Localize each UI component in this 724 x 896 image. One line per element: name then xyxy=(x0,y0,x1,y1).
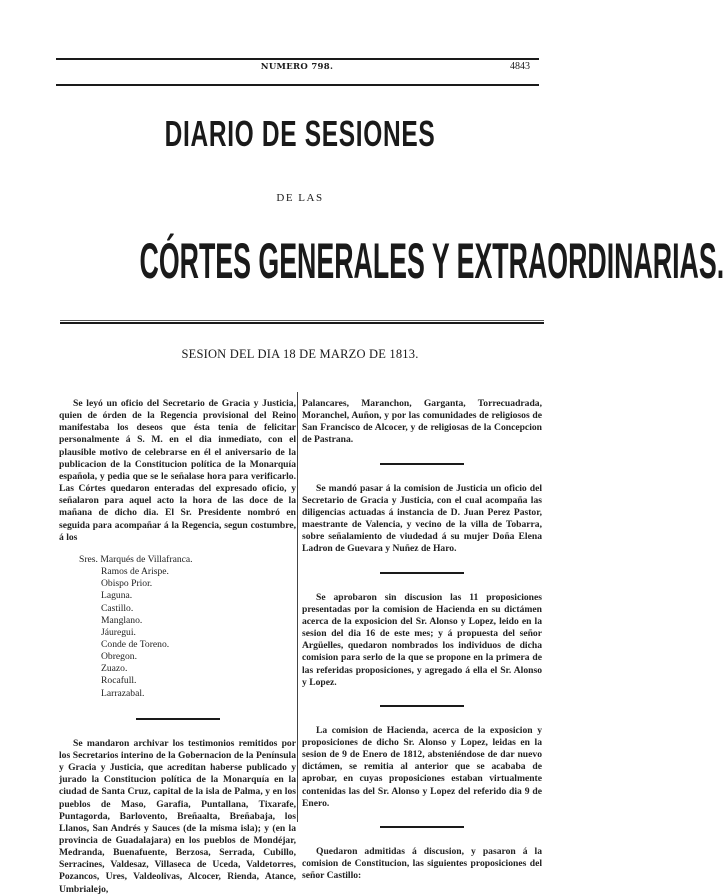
paragraph-testimonies: Se mandaron archivar los testimonios remitidos por los Secretarios interino de la Gobernacion de la Península y Gracia y Justicia, que acreditan haberse publicado y jurado la Constitucion política de la Monarquía en la ciudad de Santa Cruz, capital de la isla de Palma, y en los pueblos de Maso, Garafia, Puntallana, Tixarafe, Puntagorda, Barlovento, Breñaalta, Breñabaja, los Llanos, San Andrés y Sauces (de la misma isla); y (en la provincia de Guadalajara) en los pueblos de Mondéjar, Medranda, Buenafuente, Berzosa, Serrada, Cubillo, Serracines, Valdesaz, Villaseca de Uceda, Valdetorres, Pozancos, Ures, Valdeolivas, Alcocer, Rienda, Atance, Umbrialejo, xyxy=(59,737,296,895)
names-list-item: Castillo. xyxy=(101,602,134,614)
names-list-item: Rocafull. xyxy=(101,675,137,687)
names-list-item: Conde de Toreno. xyxy=(101,638,170,650)
names-list-item: Manglano. xyxy=(101,614,143,626)
names-prefix: Sres. xyxy=(79,553,98,565)
masthead-rule xyxy=(60,320,544,321)
names-list-item: Obispo Prior. xyxy=(101,578,153,590)
names-list-item: Zuazo. xyxy=(101,663,128,675)
left-column xyxy=(59,398,296,896)
commission-names-list xyxy=(79,554,296,700)
page-number: 4843 xyxy=(510,61,530,72)
names-list-item: Jáuregui. xyxy=(101,626,136,638)
section-separator xyxy=(380,463,464,465)
name: Marqués de Villafranca. xyxy=(100,553,193,565)
column-divider xyxy=(297,392,298,822)
issue-number: NUMERO 798. xyxy=(260,62,334,72)
paragraph-continuation: Palancares, Maranchon, Garganta, Torrecuadrada, Moranchel, Auñon, y por las comunidades de religiosos de San Francisco de Alcocer, y de religiosas de la Concepcion de Pastrana. xyxy=(302,398,542,446)
journal-title: DIARIO DE SESIONES xyxy=(164,113,436,154)
running-head xyxy=(56,62,538,76)
paragraph-justice-commission: Se mandó pasar á la comision de Justicia un oficio del Secretario de Gracia y Justicia, con el cual acompaña las diligencias actuadas á instancia de D. Juan Perez Pastor, maestrante de Valencia, y vecino de la villa de Tobarra, sobre señalamiento de viudedad á su mujer Doña Elena Ladron de Guevara y Nuñez de Haro. xyxy=(302,482,542,555)
names-list-item: Obregon. xyxy=(101,651,137,663)
masthead-rule-thick xyxy=(60,322,544,324)
session-heading: SESION DEL DIA 18 DE MARZO DE 1813. xyxy=(181,347,419,361)
names-list-item: Ramos de Arispe. xyxy=(101,566,169,578)
names-list-item: Laguna. xyxy=(101,590,133,602)
paragraph-regency-visit: Se leyó un oficio del Secretario de Gracia y Justicia, quien de órden de la Regencia provisional del Reino manifestaba los deseos que ésta tenia de felicitar personalmente á S. M. en el dia inmediato, con el plausible motivo de celebrarse en él el aniversario de la publicacion de la Constitucion política de la Monarquía española, y pedia que se le señalase hora para verificarlo. Las Córtes quedaron enteradas del expresado oficio, y señalaron para aquel acto la hora de las doce de la mañana de dicho dia. El Sr. Presidente nombró en seguida para acompañar á la Regencia, segun costumbre, á los xyxy=(59,398,296,543)
right-column xyxy=(302,398,542,882)
header-bottom-rule xyxy=(56,84,539,86)
paragraph-castillo-propositions: Quedaron admitidas á discusion, y pasaron á la comision de Constitucion, las siguientes proposiciones del señor Castillo: xyxy=(302,845,542,882)
paragraph-approved-propositions: Se aprobaron sin discusion las 11 proposiciones presentadas por la comision de Hacienda en su dictámen acerca de la exposicion del Sr. Alonso y Lopez, leido en la sesion del dia 16 de este mes; y á propuesta del señor Argüelles, quedaron nombrados los individuos de dicha comision para serlo de la que se propone en la primera de las referidas proposiciones, y agregado á ella el Sr. Alonso y Lopez. xyxy=(302,591,542,688)
names-list-item: Larrazabal. xyxy=(101,687,145,699)
paragraph-hacienda-commission: La comision de Hacienda, acerca de la exposicion y proposiciones de dicho Sr. Alonso y Lopez, leidas en la sesion de 9 de Enero de 1812, absteniéndose de dar nuevo dictámen, se remitia al anterior que se acababa de aprobar, en cuyas proposiciones estaban virtualmente contenidas las del Sr. Alonso y Lopez del referido dia 9 de Enero. xyxy=(302,724,542,809)
section-separator xyxy=(136,718,220,720)
section-separator xyxy=(380,826,464,828)
journal-body-title: CÓRTES GENERALES Y EXTRAORDINARIAS. xyxy=(139,233,724,289)
names-list-item xyxy=(79,554,296,566)
header-top-rule xyxy=(56,58,539,60)
section-separator xyxy=(380,572,464,574)
section-separator xyxy=(380,705,464,707)
journal-connector: DE LAS xyxy=(276,192,324,204)
